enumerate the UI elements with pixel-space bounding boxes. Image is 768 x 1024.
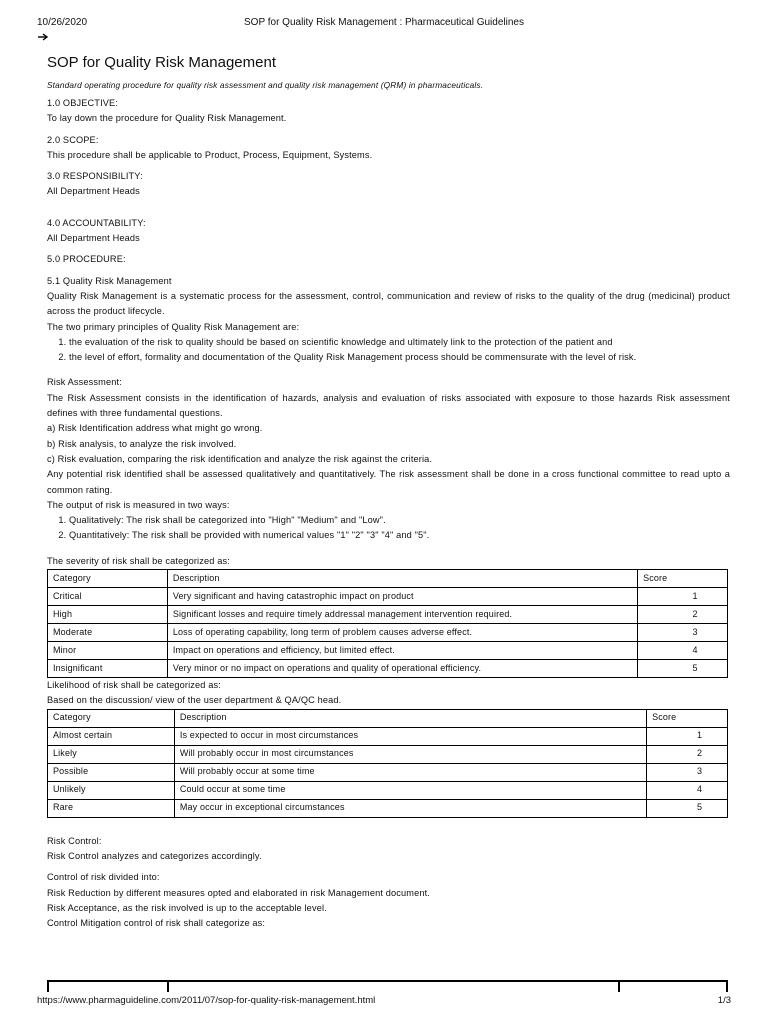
category-cell: Minor — [48, 642, 168, 660]
risk-ways-list — [47, 513, 730, 544]
table-header-row — [48, 709, 728, 727]
list-item: 2. the level of effort, formality and documentation of the Quality Risk Management process should be commensurate with the level of risk. — [69, 350, 730, 365]
page-url[interactable]: https://www.pharmaguideline.com/2011/07/sop-for-quality-risk-management.html — [37, 995, 376, 1006]
description-cell: Will probably occur at some time — [174, 763, 646, 781]
accountability-text: All Department Heads — [47, 233, 140, 244]
procedure-heading: 5.0 PROCEDURE: — [47, 254, 126, 265]
score-cell: 5 — [647, 799, 728, 817]
print-header — [37, 17, 731, 31]
principles-list — [47, 335, 730, 366]
category-cell: High — [48, 606, 168, 624]
description-cell: Will probably occur in most circumstances — [174, 745, 646, 763]
score-cell: 4 — [647, 781, 728, 799]
page-title: SOP for Quality Risk Management — [47, 54, 276, 71]
table-row — [48, 642, 728, 660]
list-item: 1. Qualitatively: The risk shall be categorized into "High" "Medium" and "Low". — [69, 513, 730, 528]
score-cell: 3 — [638, 624, 728, 642]
likelihood-basis: Based on the discussion/ view of the user department & QA/QC head. — [47, 695, 342, 706]
document-body — [47, 53, 730, 931]
truncated-table-top — [47, 980, 728, 996]
table-row — [48, 588, 728, 606]
severity-intro: The severity of risk shall be categorized as: — [47, 555, 230, 566]
category-cell: Insignificant — [48, 660, 168, 678]
risk-control-heading: Risk Control: — [47, 835, 102, 846]
risk-assessment-item-b: b) Risk analysis, to analyze the risk involved. — [47, 438, 237, 449]
qrm-heading: 5.1 Quality Risk Management — [47, 275, 172, 286]
description-cell: Is expected to occur in most circumstances — [174, 727, 646, 745]
score-cell: 4 — [638, 642, 728, 660]
table-row — [48, 606, 728, 624]
principles-intro: The two primary principles of Quality Risk Management are: — [47, 321, 300, 332]
description-cell: Very minor or no impact on operations and quality of operational efficiency. — [167, 660, 637, 678]
category-cell: Rare — [48, 799, 175, 817]
severity-table — [47, 569, 728, 678]
description-cell: May occur in exceptional circumstances — [174, 799, 646, 817]
column-header: Score — [647, 709, 728, 727]
qrm-paragraph: Quality Risk Management is a systematic process for the assessment, control, communication and review of risks to the quality of the drug (medicinal) product across the product lifecycle. — [47, 290, 730, 317]
table-row — [48, 660, 728, 678]
likelihood-table — [47, 709, 728, 818]
control-divided-heading: Control of risk divided into: — [47, 872, 160, 883]
column-header: Description — [167, 570, 637, 588]
risk-reduction-text: Risk Reduction by different measures opted and elaborated in risk Management document. — [47, 887, 430, 898]
responsibility-text: All Department Heads — [47, 186, 140, 197]
risk-output-intro: The output of risk is measured in two ways: — [47, 499, 230, 510]
category-cell: Moderate — [48, 624, 168, 642]
print-footer — [37, 995, 731, 1009]
print-date: 10/26/2020 — [37, 17, 88, 28]
objective-text: To lay down the procedure for Quality Risk Management. — [47, 113, 287, 124]
description-cell: Loss of operating capability, long term of problem causes adverse effect. — [167, 624, 637, 642]
scope-text: This procedure shall be applicable to Product, Process, Equipment, Systems. — [47, 149, 373, 160]
risk-assessment-heading: Risk Assessment: — [47, 377, 122, 388]
category-cell: Unlikely — [48, 781, 175, 799]
category-cell: Possible — [48, 763, 175, 781]
risk-acceptance-text: Risk Acceptance, as the risk involved is up to the acceptable level. — [47, 902, 327, 913]
category-cell: Almost certain — [48, 727, 175, 745]
risk-assessment-any: Any potential risk identified shall be assessed qualitatively and quantitatively. The risk assessment shall be done in a cross functional committee to read upto a common rating. — [47, 469, 730, 495]
risk-assessment-item-c: c) Risk evaluation, comparing the risk identification and analyze the risk against the criteria. — [47, 453, 433, 464]
category-cell: Critical — [48, 588, 168, 606]
table-row — [48, 745, 728, 763]
score-cell: 1 — [647, 727, 728, 745]
column-header: Score — [638, 570, 728, 588]
description-cell: Could occur at some time — [174, 781, 646, 799]
description-cell: Impact on operations and efficiency, but limited effect. — [167, 642, 637, 660]
risk-assessment-paragraph: The Risk Assessment consists in the identification of hazards, analysis and evaluation of risks associated with exposure to those hazards Risk assessment defines with three fundamental questions. — [47, 392, 730, 419]
column-header: Category — [48, 709, 175, 727]
column-header: Category — [48, 570, 168, 588]
table-header-row — [48, 570, 728, 588]
score-cell: 1 — [638, 588, 728, 606]
page-number: 1/3 — [717, 995, 731, 1006]
objective-heading: 1.0 OBJECTIVE: — [47, 98, 119, 108]
scope-heading: 2.0 SCOPE: — [47, 134, 99, 145]
table-row — [48, 624, 728, 642]
responsibility-heading: 3.0 RESPONSIBILITY: — [47, 171, 143, 182]
description-cell: Significant losses and require timely addressal management intervention required. — [167, 606, 637, 624]
table-row — [48, 799, 728, 817]
score-cell: 5 — [638, 660, 728, 678]
table-row — [48, 727, 728, 745]
likelihood-intro: Likelihood of risk shall be categorized as: — [47, 680, 221, 691]
score-cell: 3 — [647, 763, 728, 781]
risk-control-text: Risk Control analyzes and categorizes accordingly. — [47, 850, 262, 861]
category-cell: Likely — [48, 745, 175, 763]
control-mitigation-heading: Control Mitigation control of risk shall categorize as: — [47, 918, 266, 929]
score-cell: 2 — [638, 606, 728, 624]
table-row — [48, 781, 728, 799]
list-item: 2. Quantitatively: The risk shall be provided with numerical values "1" "2" "3" "4" and "5". — [69, 528, 730, 543]
score-cell: 2 — [647, 745, 728, 763]
list-item: 1. the evaluation of the risk to quality should be based on scientific knowledge and ultimately link to the protection of the patient and — [69, 335, 730, 350]
column-header: Description — [174, 709, 646, 727]
print-title: SOP for Quality Risk Management : Pharmaceutical Guidelines — [244, 17, 524, 28]
description-cell: Very significant and having catastrophic impact on product — [167, 588, 637, 606]
back-arrow-icon[interactable] — [37, 31, 49, 43]
page-subtitle: Standard operating procedure for quality risk assessment and quality risk management (QRM) in pharmaceuticals. — [47, 80, 484, 90]
accountability-heading: 4.0 ACCOUNTABILITY: — [47, 217, 146, 228]
risk-assessment-item-a: a) Risk Identification address what might go wrong. — [47, 423, 263, 434]
table-row — [48, 763, 728, 781]
